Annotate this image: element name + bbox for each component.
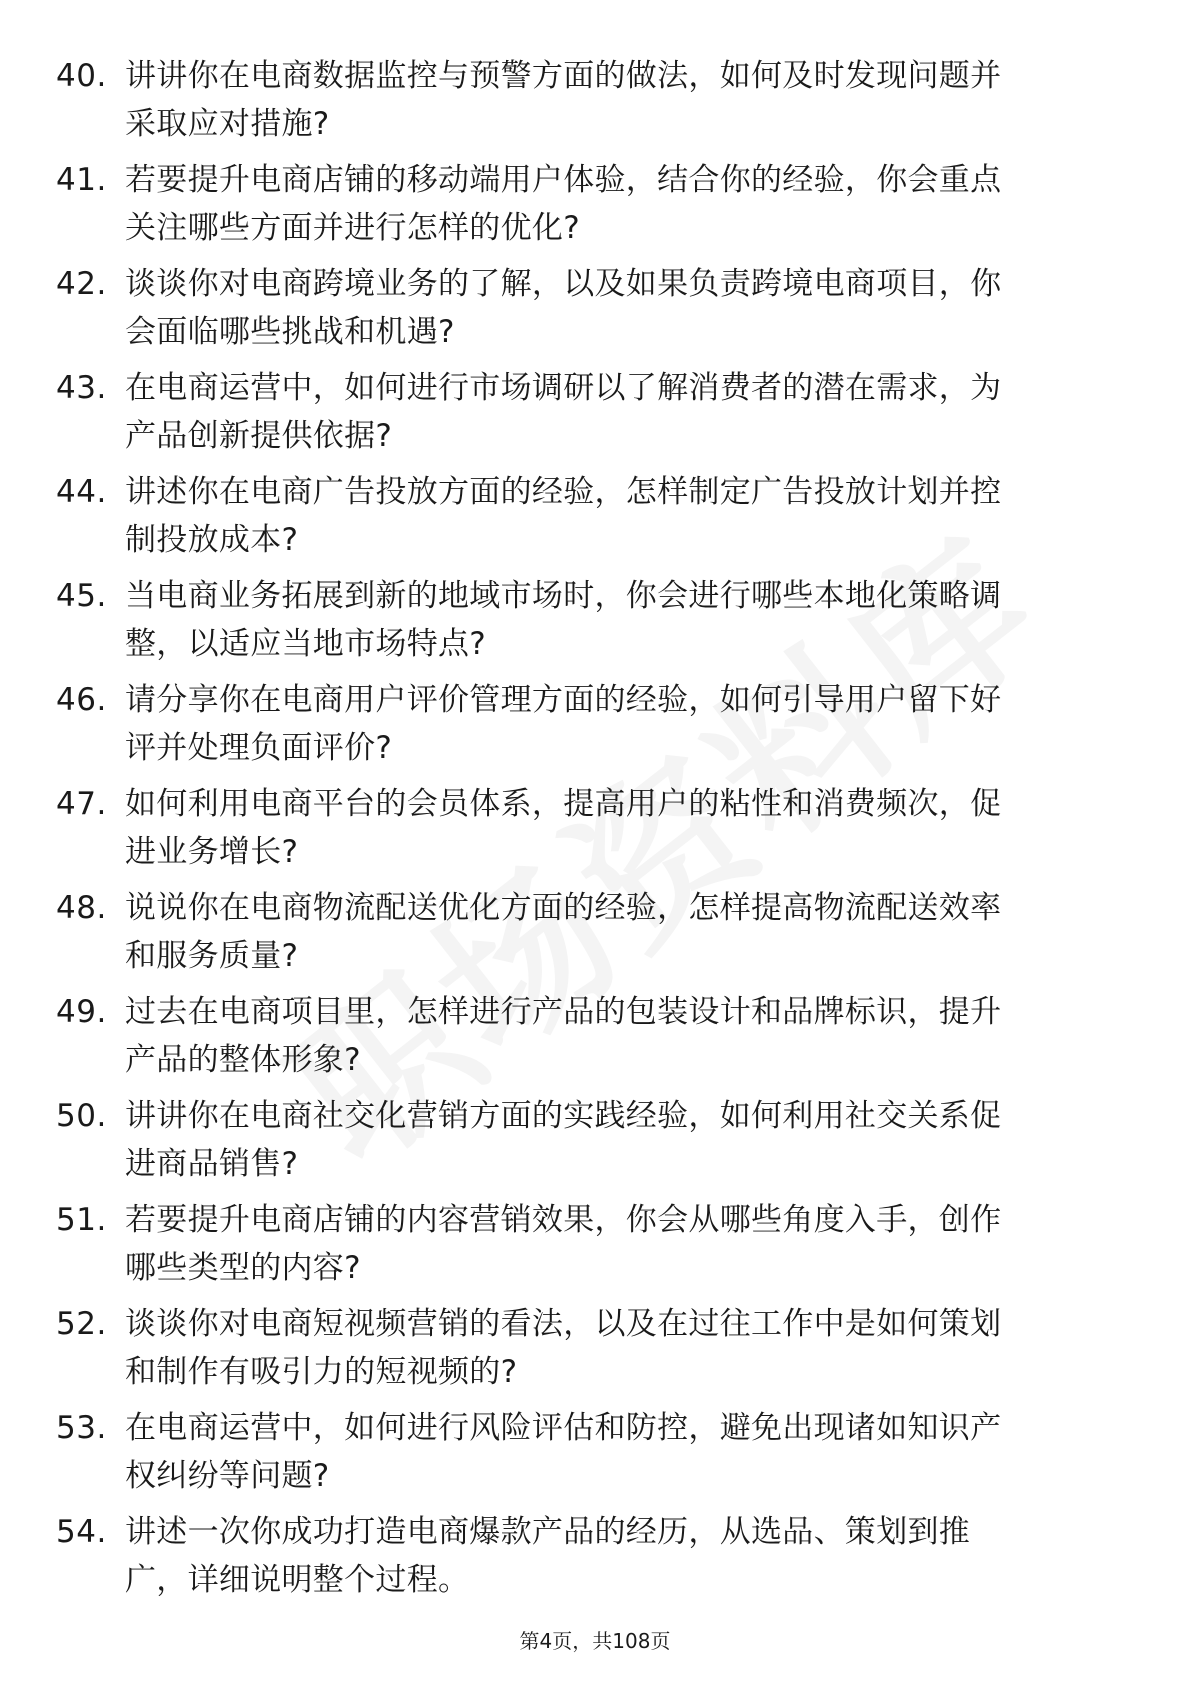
question-item-46 bbox=[0, 676, 1190, 780]
question-line: 进商品销售? bbox=[125, 1146, 299, 1182]
question-number: 54. bbox=[56, 1514, 107, 1550]
question-line: 如何利用电商平台的会员体系，提高用户的粘性和消费频次，促 bbox=[125, 786, 1002, 822]
question-line: 和制作有吸引力的短视频的? bbox=[125, 1354, 518, 1390]
question-line: 权纠纷等问题? bbox=[125, 1458, 330, 1494]
question-text bbox=[125, 468, 1125, 564]
question-item-42 bbox=[0, 260, 1190, 364]
question-line: 制投放成本? bbox=[125, 522, 299, 558]
question-text bbox=[125, 52, 1125, 148]
question-number: 41. bbox=[56, 162, 107, 198]
question-number: 47. bbox=[56, 786, 107, 822]
question-line: 过去在电商项目里，怎样进行产品的包装设计和品牌标识，提升 bbox=[125, 994, 1002, 1030]
question-number: 52. bbox=[56, 1306, 107, 1342]
question-text bbox=[125, 156, 1125, 252]
question-text bbox=[125, 1404, 1125, 1500]
question-line: 广，详细说明整个过程。 bbox=[125, 1562, 470, 1598]
question-text bbox=[125, 1300, 1125, 1396]
question-line: 在电商运营中，如何进行市场调研以了解消费者的潜在需求，为 bbox=[125, 370, 1002, 406]
question-number: 50. bbox=[56, 1098, 107, 1134]
question-item-49 bbox=[0, 988, 1190, 1092]
question-number: 51. bbox=[56, 1202, 107, 1238]
question-item-40 bbox=[0, 52, 1190, 156]
page-footer bbox=[0, 1625, 1190, 1654]
question-item-41 bbox=[0, 156, 1190, 260]
question-number: 46. bbox=[56, 682, 107, 718]
question-number: 42. bbox=[56, 266, 107, 302]
question-line: 和服务质量? bbox=[125, 938, 299, 974]
question-number: 40. bbox=[56, 58, 107, 94]
question-item-53 bbox=[0, 1404, 1190, 1508]
question-line: 当电商业务拓展到新的地域市场时，你会进行哪些本地化策略调 bbox=[125, 578, 1002, 614]
question-line: 在电商运营中，如何进行风险评估和防控，避免出现诸如知识产 bbox=[125, 1410, 1002, 1446]
question-text bbox=[125, 1092, 1125, 1188]
question-text bbox=[125, 676, 1125, 772]
question-line: 产品的整体形象? bbox=[125, 1042, 361, 1078]
question-line: 请分享你在电商用户评价管理方面的经验，如何引导用户留下好 bbox=[125, 682, 1002, 718]
question-line: 采取应对措施? bbox=[125, 106, 330, 142]
question-text bbox=[125, 884, 1125, 980]
question-item-44 bbox=[0, 468, 1190, 572]
question-line: 说说你在电商物流配送优化方面的经验，怎样提高物流配送效率 bbox=[125, 890, 1002, 926]
question-line: 进业务增长? bbox=[125, 834, 299, 870]
question-number: 48. bbox=[56, 890, 107, 926]
question-line: 哪些类型的内容? bbox=[125, 1250, 361, 1286]
question-text bbox=[125, 1196, 1125, 1292]
question-line: 讲讲你在电商社交化营销方面的实践经验，如何利用社交关系促 bbox=[125, 1098, 1002, 1134]
question-number: 49. bbox=[56, 994, 107, 1030]
question-line: 整，以适应当地市场特点? bbox=[125, 626, 487, 662]
question-number: 45. bbox=[56, 578, 107, 614]
question-line: 谈谈你对电商短视频营销的看法，以及在过往工作中是如何策划 bbox=[125, 1306, 1002, 1342]
question-line: 关注哪些方面并进行怎样的优化? bbox=[125, 210, 580, 246]
question-text bbox=[125, 988, 1125, 1084]
question-line: 讲讲你在电商数据监控与预警方面的做法，如何及时发现问题并 bbox=[125, 58, 1002, 94]
question-text bbox=[125, 572, 1125, 668]
question-item-43 bbox=[0, 364, 1190, 468]
question-text bbox=[125, 780, 1125, 876]
question-line: 会面临哪些挑战和机遇? bbox=[125, 314, 455, 350]
question-item-54 bbox=[0, 1508, 1190, 1612]
question-number: 43. bbox=[56, 370, 107, 406]
question-text bbox=[125, 1508, 1125, 1604]
question-item-51 bbox=[0, 1196, 1190, 1300]
question-item-48 bbox=[0, 884, 1190, 988]
question-list bbox=[0, 52, 1190, 1612]
question-line: 谈谈你对电商跨境业务的了解，以及如果负责跨境电商项目，你 bbox=[125, 266, 1002, 302]
question-item-52 bbox=[0, 1300, 1190, 1404]
page-number-label: 第4页，共108页 bbox=[519, 1629, 671, 1653]
question-line: 讲述你在电商广告投放方面的经验，怎样制定广告投放计划并控 bbox=[125, 474, 1002, 510]
question-number: 53. bbox=[56, 1410, 107, 1446]
question-item-45 bbox=[0, 572, 1190, 676]
question-line: 若要提升电商店铺的内容营销效果，你会从哪些角度入手，创作 bbox=[125, 1202, 1002, 1238]
question-line: 若要提升电商店铺的移动端用户体验，结合你的经验，你会重点 bbox=[125, 162, 1002, 198]
question-text bbox=[125, 260, 1125, 356]
question-number: 44. bbox=[56, 474, 107, 510]
question-item-47 bbox=[0, 780, 1190, 884]
question-line: 产品创新提供依据? bbox=[125, 418, 393, 454]
question-line: 讲述一次你成功打造电商爆款产品的经历，从选品、策划到推 bbox=[125, 1514, 971, 1550]
question-text bbox=[125, 364, 1125, 460]
question-line: 评并处理负面评价? bbox=[125, 730, 393, 766]
question-item-50 bbox=[0, 1092, 1190, 1196]
